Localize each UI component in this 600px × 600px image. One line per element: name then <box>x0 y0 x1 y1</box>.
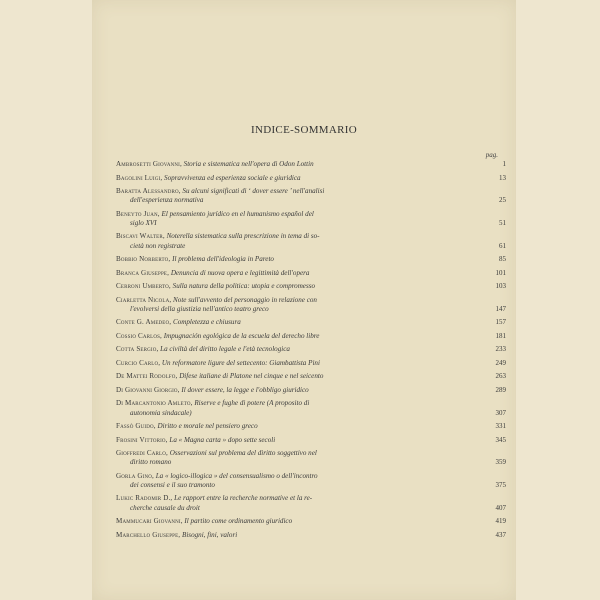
index-entry <box>116 359 506 368</box>
entry-title: Storia e sistematica nell'opera di Odon Lottin <box>183 160 314 168</box>
entry-author: Fassò Guido, <box>116 422 156 431</box>
page-title: INDICE-SOMMARIO <box>251 124 357 136</box>
entry-title-continuation: siglo XVI <box>130 218 157 227</box>
index-entry <box>116 232 506 250</box>
entry-author: Conte G. Amedeo, <box>116 318 172 327</box>
entry-author: Mammucari Giovanni, <box>116 517 183 526</box>
entry-author: Marchello Giuseppe, <box>116 530 181 539</box>
entry-author: Frosini Vittorio, <box>116 435 168 444</box>
index-entry <box>116 386 506 395</box>
entry-page-number: 345 <box>495 435 506 444</box>
entry-page-number: 1 <box>502 160 506 168</box>
entry-page-number: 307 <box>495 408 506 417</box>
entry-page-number: 375 <box>495 480 506 489</box>
entry-title: Riserve e fughe di potere (A proposito di <box>194 399 310 408</box>
page-column-label: pag. <box>485 151 498 159</box>
index-entry <box>116 399 506 417</box>
entry-page-number: 419 <box>495 517 506 526</box>
entry-page-number: 51 <box>499 218 506 227</box>
index-list <box>116 160 506 544</box>
index-entry <box>116 517 506 526</box>
index-entry <box>116 269 506 278</box>
entry-title-continuation: cherche causale du droit <box>130 503 200 512</box>
entry-page-number: 101 <box>495 268 506 277</box>
entry-author: Bobbio Norberto, <box>116 255 171 264</box>
entry-title-continuation: dei consensi e il suo tramonto <box>130 480 215 489</box>
index-entry <box>116 282 506 291</box>
index-entry <box>116 332 506 341</box>
index-entry <box>116 296 506 314</box>
entry-page-number: 147 <box>495 304 506 313</box>
index-entry <box>116 494 506 512</box>
entry-page-number: 289 <box>495 385 506 394</box>
entry-page-number: 103 <box>495 282 506 291</box>
index-entry <box>116 345 506 354</box>
book-page <box>92 0 516 600</box>
entry-title: Completezza e chiusura <box>172 318 241 327</box>
entry-page-number: 13 <box>499 173 506 182</box>
entry-title: La civiltà del diritto legale e l'età tecnologica <box>160 345 290 354</box>
index-entry <box>116 472 506 490</box>
entry-title-continuation: autonomia sindacale) <box>130 408 192 417</box>
entry-title: Un reformatore ligure del settecento: Giambattista Pini <box>161 358 320 367</box>
entry-title: Osservazioni sul problema del diritto soggettivo nel <box>169 449 317 458</box>
index-entry <box>116 531 506 540</box>
entry-author: Beneyto Juan, <box>116 209 160 218</box>
entry-title: Le rapport entre la recherche normative et la re- <box>174 494 313 503</box>
index-entry <box>116 210 506 228</box>
entry-page-number: 437 <box>495 530 506 539</box>
entry-page-number: 157 <box>495 318 506 327</box>
entry-page-number: 85 <box>499 255 506 264</box>
entry-page-number: 263 <box>495 372 506 381</box>
entry-title: Denuncia di nuova opera e legittimità dell'opera <box>170 268 310 277</box>
index-entry <box>116 255 506 264</box>
entry-title: Sulla natura della politica: utopia e compromesso <box>172 282 316 291</box>
entry-author: Cotta Sergio, <box>116 345 159 354</box>
entry-author: Biscavi Walter, <box>116 232 165 241</box>
index-entry <box>116 318 506 327</box>
entry-page-number: 407 <box>495 503 506 512</box>
entry-title-continuation: l'evolversi della giustizia nell'antico teatro greco <box>130 304 269 313</box>
index-entry <box>116 436 506 445</box>
entry-author: Ciarletta Nicola, <box>116 295 172 304</box>
entry-title: Bisogni, fini, valori <box>182 530 238 539</box>
entry-author: Gioffredi Carlo, <box>116 449 168 458</box>
entry-author: Lukic Radomir D., <box>116 494 173 503</box>
entry-author: Di Marcantonio Amleto, <box>116 399 193 408</box>
entry-title: Sopravvivenza ed esperienza sociale e giuridica <box>164 173 301 182</box>
entry-page-number: 331 <box>495 422 506 431</box>
entry-author: Cerroni Umberto, <box>116 282 171 291</box>
entry-title: Diritto e morale nel pensiero greco <box>157 422 258 431</box>
entry-title: Difese italiane di Platone nel cinque e nel seicento <box>179 372 324 381</box>
entry-page-number: 233 <box>495 345 506 354</box>
entry-title-continuation: cietà non registrate <box>130 241 186 250</box>
entry-title: El pensamiento jurídico en el humanismo español del <box>161 209 314 218</box>
entry-page-number: 61 <box>499 241 506 250</box>
entry-author: Cossio Carlos, <box>116 331 162 340</box>
entry-page-number: 359 <box>495 458 506 467</box>
entry-author: Di Giovanni Giorgio, <box>116 385 180 394</box>
entry-page-number: 249 <box>495 358 506 367</box>
entry-author: Curcio Carlo, <box>116 358 161 367</box>
entry-title: Impugnación egológica de la escuela del derecho libre <box>163 331 320 340</box>
index-entry <box>116 422 506 431</box>
entry-title-continuation: dell'esperienza normativa <box>130 196 204 205</box>
entry-page-number: 25 <box>499 196 506 205</box>
entry-title: La « logico-illogica » del consensualismo o dell'incontro <box>155 471 318 480</box>
index-entry <box>116 449 506 467</box>
entry-title: Noterella sistematica sulla prescrizione in tema di so- <box>166 232 320 241</box>
entry-title: Il partito come ordinamento giuridico <box>184 517 293 526</box>
index-entry <box>116 372 506 381</box>
entry-title: Su alcuni significati di ‘ dover essere ’ nell'analisi <box>182 187 325 195</box>
index-entry <box>116 174 506 183</box>
entry-title-continuation: diritto romano <box>130 458 172 467</box>
entry-author: De Mattei Rodolfo, <box>116 372 178 381</box>
index-entry <box>116 187 506 205</box>
entry-author: Branca Giuseppe, <box>116 268 170 277</box>
entry-author: Gorla Gino, <box>116 471 154 480</box>
index-entry <box>116 160 506 169</box>
entry-title: Il problema dell'ideologia in Pareto <box>172 255 274 264</box>
entry-title: Note sull'avvento del personaggio in relazione con <box>173 295 317 304</box>
entry-page-number: 181 <box>495 331 506 340</box>
entry-author: Ambrosetti Giovanni, <box>116 160 182 168</box>
entry-author: Baratta Alessandro, <box>116 187 181 195</box>
entry-title: Il dover essere, la legge e l'obbligo giuridico <box>181 385 309 394</box>
entry-author: Bagolini Luigi, <box>116 173 163 182</box>
entry-title: La « Magna carta » dopo sette secoli <box>169 435 276 444</box>
